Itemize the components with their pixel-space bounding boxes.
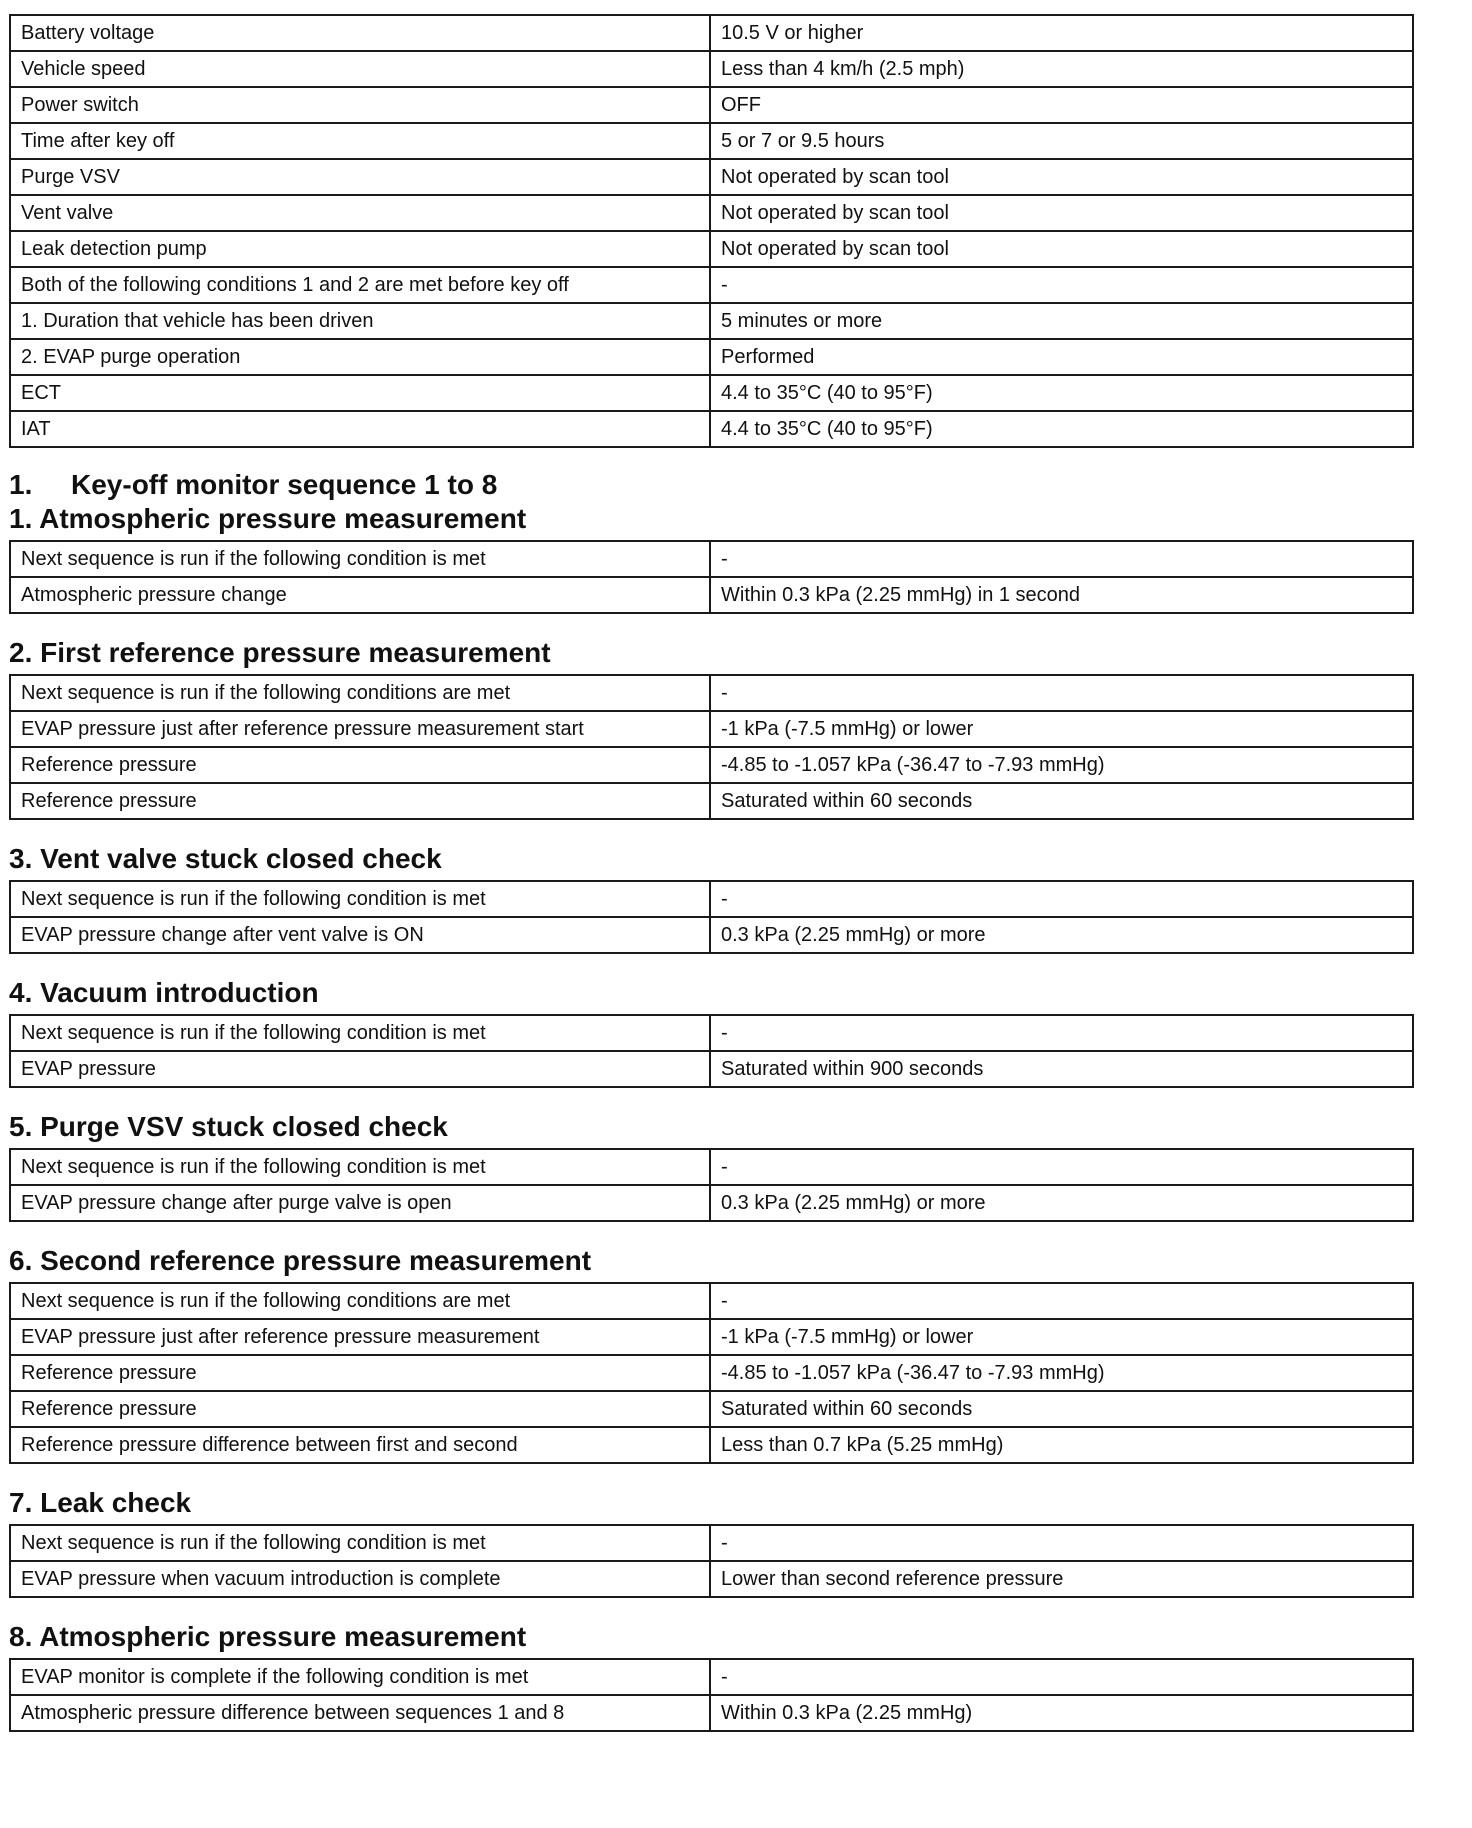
sequence-section <box>9 1620 1412 1732</box>
table-row <box>10 747 1413 783</box>
table-row <box>10 195 1413 231</box>
value-cell: Less than 4 km/h (2.5 mph) <box>710 51 1413 87</box>
value-cell: - <box>710 881 1413 917</box>
parameter-cell: EVAP pressure when vacuum introduction is complete <box>10 1561 710 1597</box>
table-row <box>10 1561 1413 1597</box>
parameter-cell: Both of the following conditions 1 and 2 are met before key off <box>10 267 710 303</box>
table-row <box>10 1015 1413 1051</box>
sections-container <box>9 502 1412 1732</box>
sequence-table-body <box>10 1149 1413 1221</box>
value-cell: -4.85 to -1.057 kPa (-36.47 to -7.93 mmHg) <box>710 1355 1413 1391</box>
sequence-section <box>9 976 1412 1088</box>
sequence-section <box>9 636 1412 820</box>
parameter-cell: Leak detection pump <box>10 231 710 267</box>
table-row <box>10 1051 1413 1087</box>
parameter-cell: Battery voltage <box>10 15 710 51</box>
parameter-cell: Reference pressure difference between first and second <box>10 1427 710 1463</box>
table-row <box>10 303 1413 339</box>
value-cell: - <box>710 675 1413 711</box>
parameter-cell: EVAP monitor is complete if the following condition is met <box>10 1659 710 1695</box>
value-cell: - <box>710 1659 1413 1695</box>
table-row <box>10 881 1413 917</box>
parameter-cell: EVAP pressure <box>10 1051 710 1087</box>
table-row <box>10 375 1413 411</box>
parameter-cell: Purge VSV <box>10 159 710 195</box>
sequence-table <box>9 880 1414 954</box>
value-cell: -1 kPa (-7.5 mmHg) or lower <box>710 711 1413 747</box>
table-row <box>10 1319 1413 1355</box>
sequence-table <box>9 1282 1414 1464</box>
parameter-cell: Power switch <box>10 87 710 123</box>
sequence-table <box>9 674 1414 820</box>
value-cell: 4.4 to 35°C (40 to 95°F) <box>710 375 1413 411</box>
table-row <box>10 1391 1413 1427</box>
table-row <box>10 51 1413 87</box>
parameter-cell: Atmospheric pressure change <box>10 577 710 613</box>
table-row <box>10 675 1413 711</box>
table-row <box>10 917 1413 953</box>
value-cell: - <box>710 1149 1413 1185</box>
main-heading <box>9 468 1412 502</box>
section-heading: 8. Atmospheric pressure measurement <box>9 1621 527 1652</box>
sequence-section <box>9 1486 1412 1598</box>
table-row <box>10 1659 1413 1695</box>
parameter-cell: Next sequence is run if the following condition is met <box>10 1525 710 1561</box>
value-cell: -4.85 to -1.057 kPa (-36.47 to -7.93 mmHg) <box>710 747 1413 783</box>
table-row <box>10 1427 1413 1463</box>
section-heading: 6. Second reference pressure measurement <box>9 1245 592 1276</box>
table-row <box>10 541 1413 577</box>
section-heading: 2. First reference pressure measurement <box>9 637 551 668</box>
value-cell: 5 or 7 or 9.5 hours <box>710 123 1413 159</box>
parameter-cell: Vehicle speed <box>10 51 710 87</box>
table-row <box>10 267 1413 303</box>
parameter-cell: Reference pressure <box>10 1355 710 1391</box>
table-row <box>10 1283 1413 1319</box>
table-row <box>10 711 1413 747</box>
parameter-cell: EVAP pressure just after reference pressure measurement <box>10 1319 710 1355</box>
value-cell: Saturated within 900 seconds <box>710 1051 1413 1087</box>
table-row <box>10 1149 1413 1185</box>
sequence-table-body <box>10 675 1413 819</box>
sequence-table <box>9 1014 1414 1088</box>
sequence-table-body <box>10 541 1413 613</box>
parameter-cell: Time after key off <box>10 123 710 159</box>
value-cell: 5 minutes or more <box>710 303 1413 339</box>
value-cell: 4.4 to 35°C (40 to 95°F) <box>710 411 1413 447</box>
section-heading: 7. Leak check <box>9 1487 192 1518</box>
parameter-cell: IAT <box>10 411 710 447</box>
section-heading: 1. Atmospheric pressure measurement <box>9 503 527 534</box>
value-cell: -1 kPa (-7.5 mmHg) or lower <box>710 1319 1413 1355</box>
parameter-cell: Atmospheric pressure difference between sequences 1 and 8 <box>10 1695 710 1731</box>
sequence-table <box>9 1524 1414 1598</box>
parameter-cell: Next sequence is run if the following conditions are met <box>10 675 710 711</box>
table-row <box>10 339 1413 375</box>
conditions-table <box>9 14 1414 448</box>
value-cell: Not operated by scan tool <box>710 195 1413 231</box>
value-cell: Not operated by scan tool <box>710 231 1413 267</box>
parameter-cell: Reference pressure <box>10 783 710 819</box>
value-cell: - <box>710 541 1413 577</box>
table-row <box>10 123 1413 159</box>
value-cell: Saturated within 60 seconds <box>710 783 1413 819</box>
value-cell: Performed <box>710 339 1413 375</box>
sequence-table <box>9 1148 1414 1222</box>
parameter-cell: Next sequence is run if the following conditions are met <box>10 1283 710 1319</box>
value-cell: 10.5 V or higher <box>710 15 1413 51</box>
sequence-table <box>9 540 1414 614</box>
value-cell: - <box>710 1015 1413 1051</box>
sequence-table-body <box>10 1283 1413 1463</box>
parameter-cell: Vent valve <box>10 195 710 231</box>
table-row <box>10 15 1413 51</box>
sequence-section <box>9 502 1412 614</box>
value-cell: - <box>710 267 1413 303</box>
parameter-cell: Reference pressure <box>10 747 710 783</box>
value-cell: Lower than second reference pressure <box>710 1561 1413 1597</box>
parameter-cell: EVAP pressure change after purge valve is open <box>10 1185 710 1221</box>
table-row <box>10 577 1413 613</box>
sequence-section <box>9 1244 1412 1464</box>
parameter-cell: EVAP pressure just after reference pressure measurement start <box>10 711 710 747</box>
sequence-table-body <box>10 1015 1413 1087</box>
document-page <box>9 14 1412 1732</box>
value-cell: 0.3 kPa (2.25 mmHg) or more <box>710 917 1413 953</box>
value-cell: OFF <box>710 87 1413 123</box>
table-row <box>10 231 1413 267</box>
table-row <box>10 783 1413 819</box>
table-row <box>10 87 1413 123</box>
value-cell: - <box>710 1525 1413 1561</box>
sequence-table-body <box>10 881 1413 953</box>
table-row <box>10 411 1413 447</box>
parameter-cell: Reference pressure <box>10 1391 710 1427</box>
value-cell: Within 0.3 kPa (2.25 mmHg) <box>710 1695 1413 1731</box>
section-heading: 4. Vacuum introduction <box>9 977 319 1008</box>
sequence-section <box>9 1110 1412 1222</box>
sequence-table-body <box>10 1525 1413 1597</box>
table-row <box>10 1695 1413 1731</box>
parameter-cell: Next sequence is run if the following condition is met <box>10 1015 710 1051</box>
parameter-cell: 1. Duration that vehicle has been driven <box>10 303 710 339</box>
main-heading-number: 1. <box>9 469 33 500</box>
conditions-table-body <box>10 15 1413 447</box>
value-cell: Not operated by scan tool <box>710 159 1413 195</box>
table-row <box>10 159 1413 195</box>
section-heading: 5. Purge VSV stuck closed check <box>9 1111 448 1142</box>
parameter-cell: 2. EVAP purge operation <box>10 339 710 375</box>
sequence-table <box>9 1658 1414 1732</box>
sequence-table-body <box>10 1659 1413 1731</box>
value-cell: Saturated within 60 seconds <box>710 1391 1413 1427</box>
table-row <box>10 1525 1413 1561</box>
value-cell: Less than 0.7 kPa (5.25 mmHg) <box>710 1427 1413 1463</box>
parameter-cell: Next sequence is run if the following condition is met <box>10 541 710 577</box>
sequence-section <box>9 842 1412 954</box>
section-heading: 3. Vent valve stuck closed check <box>9 843 442 874</box>
table-row <box>10 1355 1413 1391</box>
table-row <box>10 1185 1413 1221</box>
parameter-cell: Next sequence is run if the following condition is met <box>10 1149 710 1185</box>
value-cell: - <box>710 1283 1413 1319</box>
main-heading-title: Key-off monitor sequence 1 to 8 <box>71 469 498 500</box>
parameter-cell: EVAP pressure change after vent valve is ON <box>10 917 710 953</box>
value-cell: 0.3 kPa (2.25 mmHg) or more <box>710 1185 1413 1221</box>
value-cell: Within 0.3 kPa (2.25 mmHg) in 1 second <box>710 577 1413 613</box>
parameter-cell: ECT <box>10 375 710 411</box>
parameter-cell: Next sequence is run if the following condition is met <box>10 881 710 917</box>
